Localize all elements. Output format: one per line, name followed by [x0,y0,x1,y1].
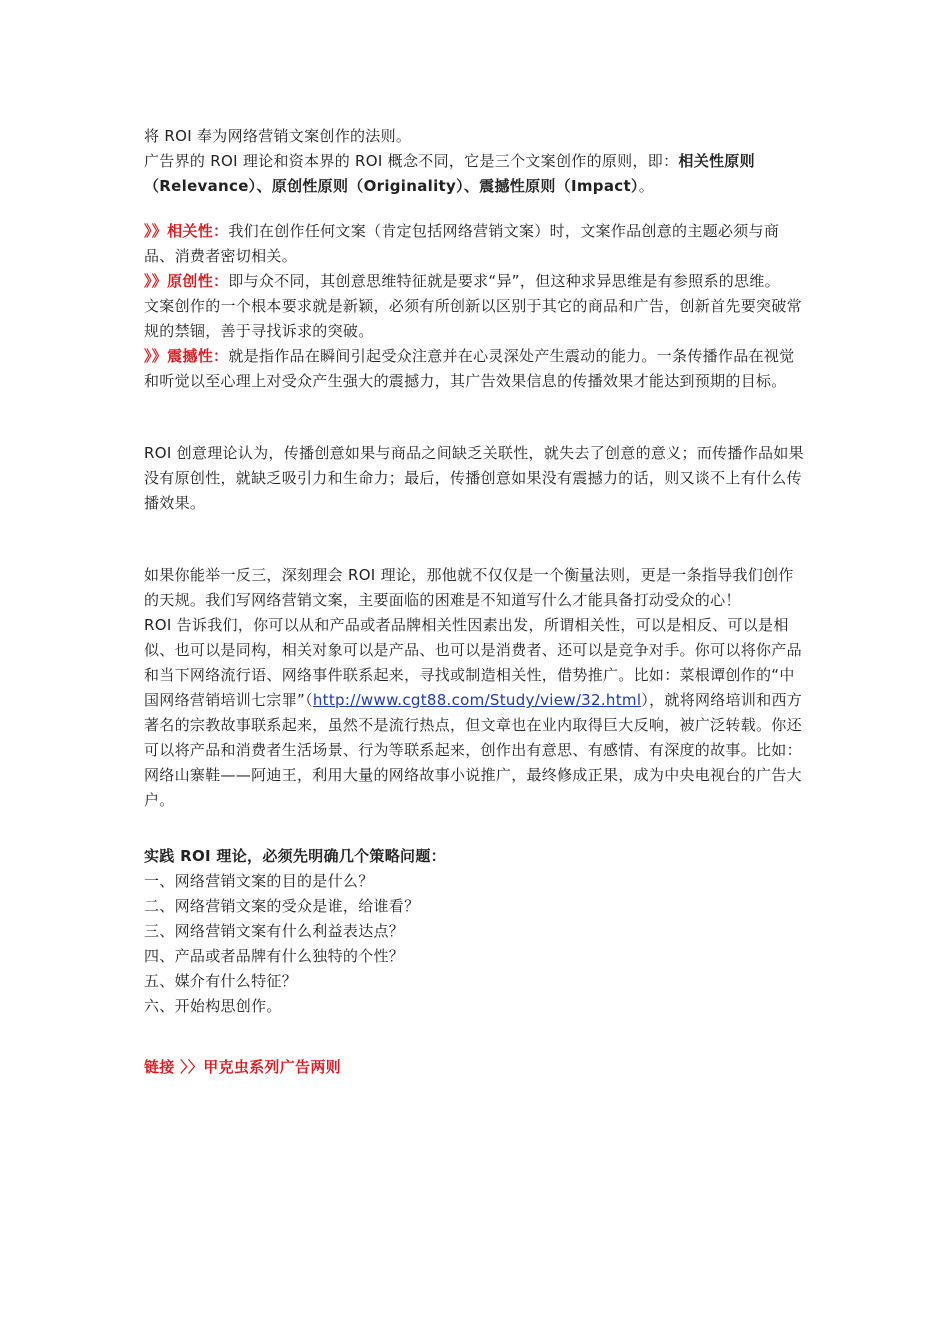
relevance-text: 我们在创作任何文案（肯定包括网络营销文案）时，文案作品创意的主题必须与商品、消费者密切相关。 [144,222,780,265]
strategy-item: 三、网络营销文案有什么利益表达点？ [144,922,405,940]
impact-text: 就是指作品在瞬间引起受众注意并在心灵深处产生震动的能力。一条传播作品在视觉和听觉以至心理上对受众产生强大的震撼力，其广告效果信息的传播效果才能达到预期的目标。 [144,347,795,390]
strategy-heading: 实践 ROI 理论，必须先明确几个策略问题： [144,847,446,865]
example-text-after: ），就将网络培训和西方著名的宗教故事联系起来，虽然不是流行热点，但文章也在业内取得巨大反响，被广泛转载。你还可以将产品和消费者生活场景、行为等联系起来，创作出有意思、有感情、有深度的故事。比如：网络山寨鞋——阿迪王，利用大量的网络故事小说推广，最终修成正果，成为中央电视台的广告大户。 [144,691,803,809]
document-body [144,124,808,1080]
strategy-item: 五、媒介有什么特征？ [144,972,298,990]
strategy-item: 六、开始构思创作。 [144,997,282,1015]
example-paragraph [144,613,808,813]
insight-paragraph: 如果你能举一反三，深刻理会 ROI 理论，那他就不仅仅是一个衡量法则，更是一条指导我们创作的天规。我们写网络营销文案，主要面临的困难是不知道写什么才能具备打动受众的心！ [144,566,794,609]
originality-note: 文案创作的一个根本要求就是新颖，必须有所创新以区别于其它的商品和广告，创新首先要突破常规的禁锢，善于寻找诉求的突破。 [144,297,802,340]
spacer [144,394,808,441]
spacer [144,813,808,844]
intro-line: 将 ROI 奉为网络营销文案创作的法则。 [144,127,412,145]
spacer [144,1019,808,1055]
relevance-label: 》》相关性： [144,222,229,240]
spacer [144,516,808,563]
originality-paragraph [144,269,808,294]
intro-principles-suffix: 。 [638,177,655,195]
relevance-paragraph [144,219,808,269]
intro-principles-prefix: 广告界的 ROI 理论和资本界的 ROI 概念不同，它是三个文案创作的原则，即： [144,152,679,170]
principles-summary: 相关性原则（Relevance）、原创性原则（Originality）、震撼性原则（Impact） [144,152,755,195]
article-link[interactable]: http://www.cgt88.com/Study/view/32.html [312,691,642,709]
strategy-item: 一、网络营销文案的目的是什么？ [144,872,374,890]
strategy-item: 二、网络营销文案的受众是谁，给谁看？ [144,897,420,915]
originality-label: 》》原创性： [144,272,229,290]
impact-paragraph [144,344,808,394]
spacer [144,199,808,219]
intro-principles-paragraph [144,149,808,199]
strategy-item: 四、产品或者品牌有什么独特的个性？ [144,947,405,965]
impact-label: 》》震撼性： [144,347,229,365]
theory-paragraph: ROI 创意理论认为，传播创意如果与商品之间缺乏关联性，就失去了创意的意义；而传播作品如果没有原创性，就缺乏吸引力和生命力；最后，传播创意如果没有震撼力的话，则又谈不上有什么传播效果。 [144,444,804,512]
originality-text: 即与众不同，其创意思维特征就是要求“异”，但这种求异思维是有参照系的思维。 [228,272,780,290]
example-text-before: ROI 告诉我们，你可以从和产品或者品牌相关性因素出发，所谓相关性，可以是相反、可以是相似、也可以是同构，相关对象可以是产品、也可以是消费者、还可以是竞争对手。你可以将你产品和当下网络流行语、网络事件联系起来，寻找或制造相关性，借势推广。比如：菜根谭创作的“中国网络营销培训七宗罪”（ [144,616,802,709]
related-link[interactable]: 链接 〉〉甲克虫系列广告两则 [144,1058,341,1076]
